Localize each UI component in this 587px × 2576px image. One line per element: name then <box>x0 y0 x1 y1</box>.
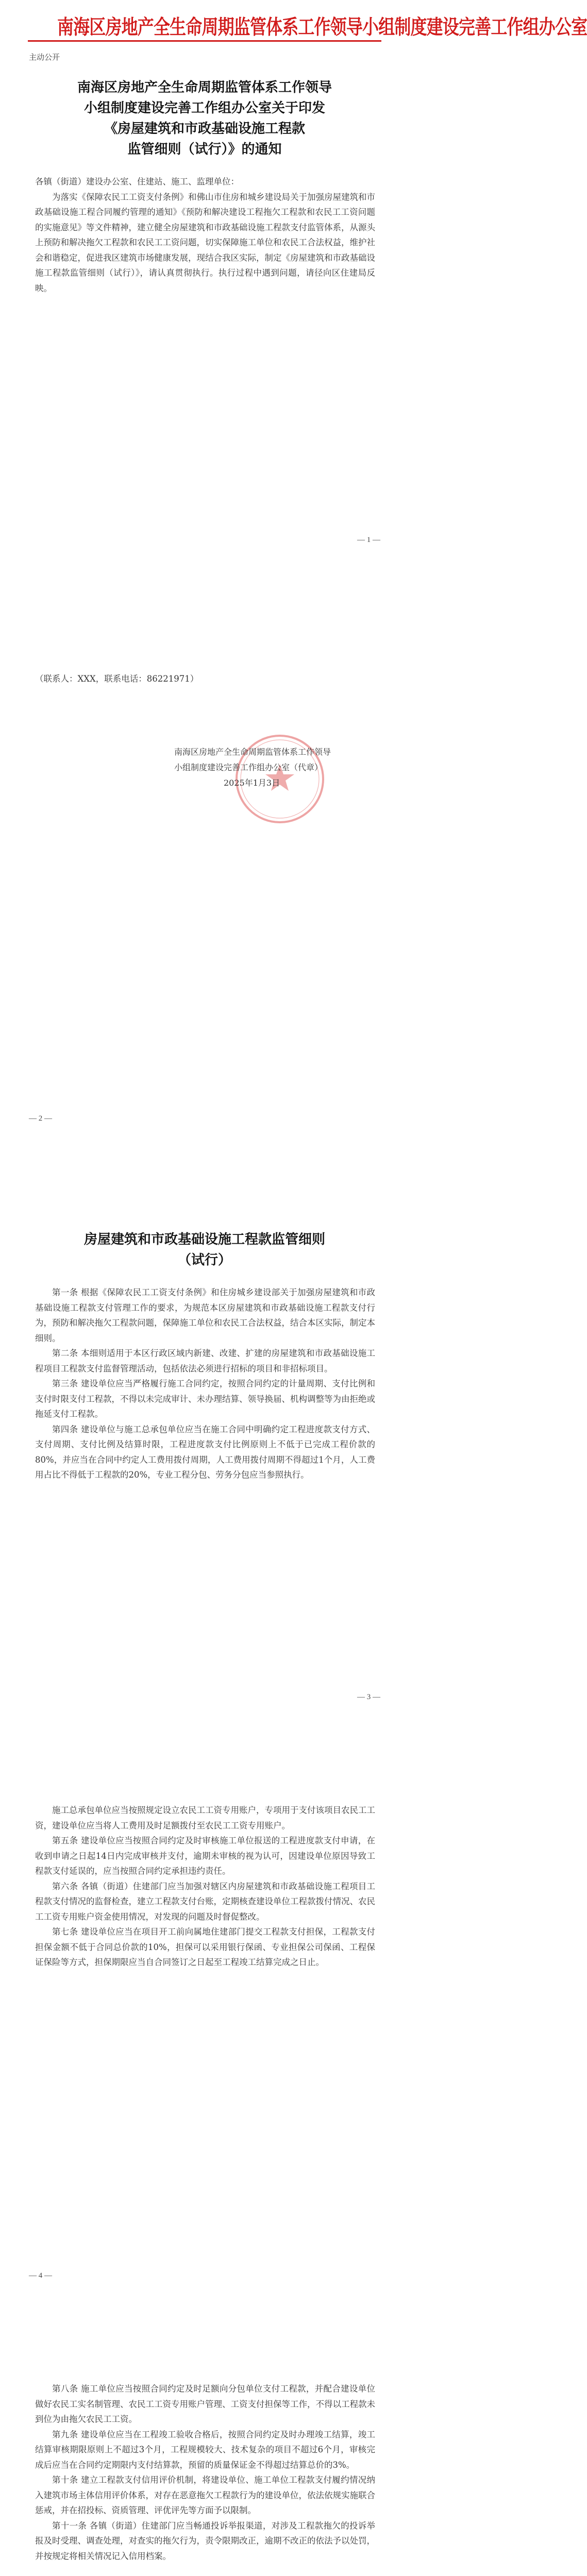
rule-paragraph: 第三条 建设单位应当严格履行施工合同约定，按照合同约定的计量周期、支付比例和支付时限支付工程款，不得以未完成审计、未办理结算、领导换届、机构调整等为由拒绝或拖延支付工程款。 <box>35 1379 375 1419</box>
red-header-title: 南海区房地产全生命周期监管体系工作领导小组制度建设完善工作组办公室 <box>57 15 587 39</box>
disclosure-tag: 主动公开 <box>29 53 60 62</box>
notice-title-line: 小组制度建设完善工作组办公室关于印发 <box>83 100 325 116</box>
page-number: — 1 — <box>357 536 380 544</box>
signature-block <box>174 744 331 791</box>
page-3 <box>0 1157 409 1736</box>
page-2 <box>0 579 409 1157</box>
rules-title <box>57 1229 353 1270</box>
signature-date: 2025年1月3日 <box>224 778 280 788</box>
rule-paragraph: 第二条 本细则适用于本区行政区域内新建、改建、扩建的房屋建筑和市政基础设施工程项目工程款支付监督管理活动，包括依法必须进行招标的项目和非招标项目。 <box>35 1348 375 1374</box>
rules-body <box>35 2381 375 2564</box>
page-5 <box>0 2314 409 2576</box>
page-4 <box>0 1736 409 2314</box>
signature-line: 小组制度建设完善工作组办公室（代章） <box>174 762 323 772</box>
notice-title <box>57 77 353 160</box>
rules-body <box>35 1285 375 1483</box>
rules-title-line: 房屋建筑和市政基础设施工程款监管细则 <box>83 1232 325 1247</box>
page-1 <box>0 0 587 579</box>
signature-line: 南海区房地产全生命周期监管体系工作领导 <box>174 747 331 757</box>
notice-paragraph: 为落实《保障农民工工资支付条例》和佛山市住房和城乡建设局关于加强房屋建筑和市政基础设施工程合同履约管理的通知》《预防和解决建设工程拖欠工程款和农民工工资问题的实施意见》等文件精神，建立健全房屋建筑和市政基础设施工程款支付监管体系，从源头上预防和解决拖欠工程款和农民工工资问题，切实保障施工单位和农民工合法权益，维护社会和谐稳定，促进我区建筑市场健康发展，现结合我区实际，制定《房屋建筑和市政基础设施工程款监管细则（试行）》，请认真贯彻执行。执行过程中遇到问题，请径向区住建局反映。 <box>35 192 375 293</box>
salutation: 各镇（街道）建设办公室、住建站、施工、监理单位： <box>35 177 239 187</box>
contact-line <box>35 671 375 687</box>
rules-body <box>35 1803 375 1970</box>
contact-text: （联系人：XXX，联系电话：86221971） <box>35 674 199 684</box>
rule-paragraph: 第四条 建设单位与施工总承包单位应当在施工合同中明确约定工程进度款支付方式、支付周期、支付比例及结算时限，工程进度款支付比例原则上不低于已完成工程价款的80%，并应当在合同中约定人工费用拨付周期，人工费用拨付周期不得超过1个月，人工费用占比不得低于工程款的20%，专业工程分包、劳务分包应当参照执行。 <box>35 1424 375 1480</box>
page-number: — 3 — <box>357 1693 380 1701</box>
rule-paragraph: 第七条 建设单位应当在项目开工前向属地住建部门提交工程款支付担保，工程款支付担保金额不低于合同总价款的10%，担保可以采用银行保函、专业担保公司保函、工程保证保险等方式，担保期限应当自合同签订之日起至工程竣工结算完成之日止。 <box>35 1927 375 1967</box>
rules-title-line: （试行） <box>177 1252 231 1268</box>
rule-paragraph: 第八条 施工单位应当按照合同约定及时足额向分包单位支付工程款，并配合建设单位做好农民工实名制管理、农民工工资专用账户管理、工资支付担保等工作，不得以工程款未到位为由拖欠农民工工资。 <box>35 2384 375 2424</box>
page-number: — 4 — <box>29 2272 52 2280</box>
rule-paragraph: 第十一条 各镇（街道）住建部门应当畅通投诉举报渠道，对涉及工程款拖欠的投诉举报及时受理、调查处理，对查实的拖欠行为，责令限期改正，逾期不改正的依法予以处罚，并按规定将相关情况记入信用档案。 <box>35 2520 375 2561</box>
rule-paragraph: 第五条 建设单位应当按照合同约定及时审核施工单位报送的工程进度款支付申请，在收到申请之日起14日内完成审核并支付，逾期未审核的视为认可，因建设单位原因导致工程款支付延误的，应当按照合同约定承担违约责任。 <box>35 1836 375 1876</box>
rule-paragraph: 第六条 各镇（街道）住建部门应当加强对辖区内房屋建筑和市政基础设施工程项目工程款支付情况的监督检查，建立工程款支付台账，定期核查建设单位工程款拨付情况、农民工工资专用账户资金使用情况，对发现的问题及时督促整改。 <box>35 1881 375 1922</box>
rule-paragraph: 第一条 根据《保障农民工工资支付条例》和住房城乡建设部关于加强房屋建筑和市政基础设施工程款支付管理工作的要求，为规范本区房屋建筑和市政基础设施工程款支付行为，预防和解决拖欠工程款问题，保障施工单位和农民工合法权益，结合本区实际，制定本细则。 <box>35 1287 375 1343</box>
red-header-rule <box>28 40 381 42</box>
notice-title-line: 南海区房地产全生命周期监管体系工作领导 <box>77 80 332 95</box>
notice-body <box>35 174 375 296</box>
rule-paragraph: 施工总承包单位应当按照规定设立农民工工资专用账户，专项用于支付该项目农民工工资，建设单位应当将人工费用及时足额拨付至农民工工资专用账户。 <box>35 1805 375 1831</box>
page-number: — 2 — <box>29 1114 52 1123</box>
notice-title-line: 《房屋建筑和市政基础设施工程款 <box>104 121 305 137</box>
notice-title-line: 监管细则（试行）》的通知 <box>127 142 282 157</box>
rule-paragraph: 第九条 建设单位应当在工程竣工验收合格后，按照合同约定及时办理竣工结算，竣工结算审核期限原则上不超过3个月，工程规模较大、技术复杂的项目不超过6个月，审核完成后应当在合同约定期限内支付结算款，预留的质量保证金不得超过结算总价的3%。 <box>35 2429 375 2470</box>
rule-paragraph: 第十条 建立工程款支付信用评价机制，将建设单位、施工单位工程款支付履约情况纳入建筑市场主体信用评价体系，对存在恶意拖欠工程款行为的建设单位，依法依规实施联合惩戒，并在招投标、资质管理、评优评先等方面予以限制。 <box>35 2475 375 2515</box>
